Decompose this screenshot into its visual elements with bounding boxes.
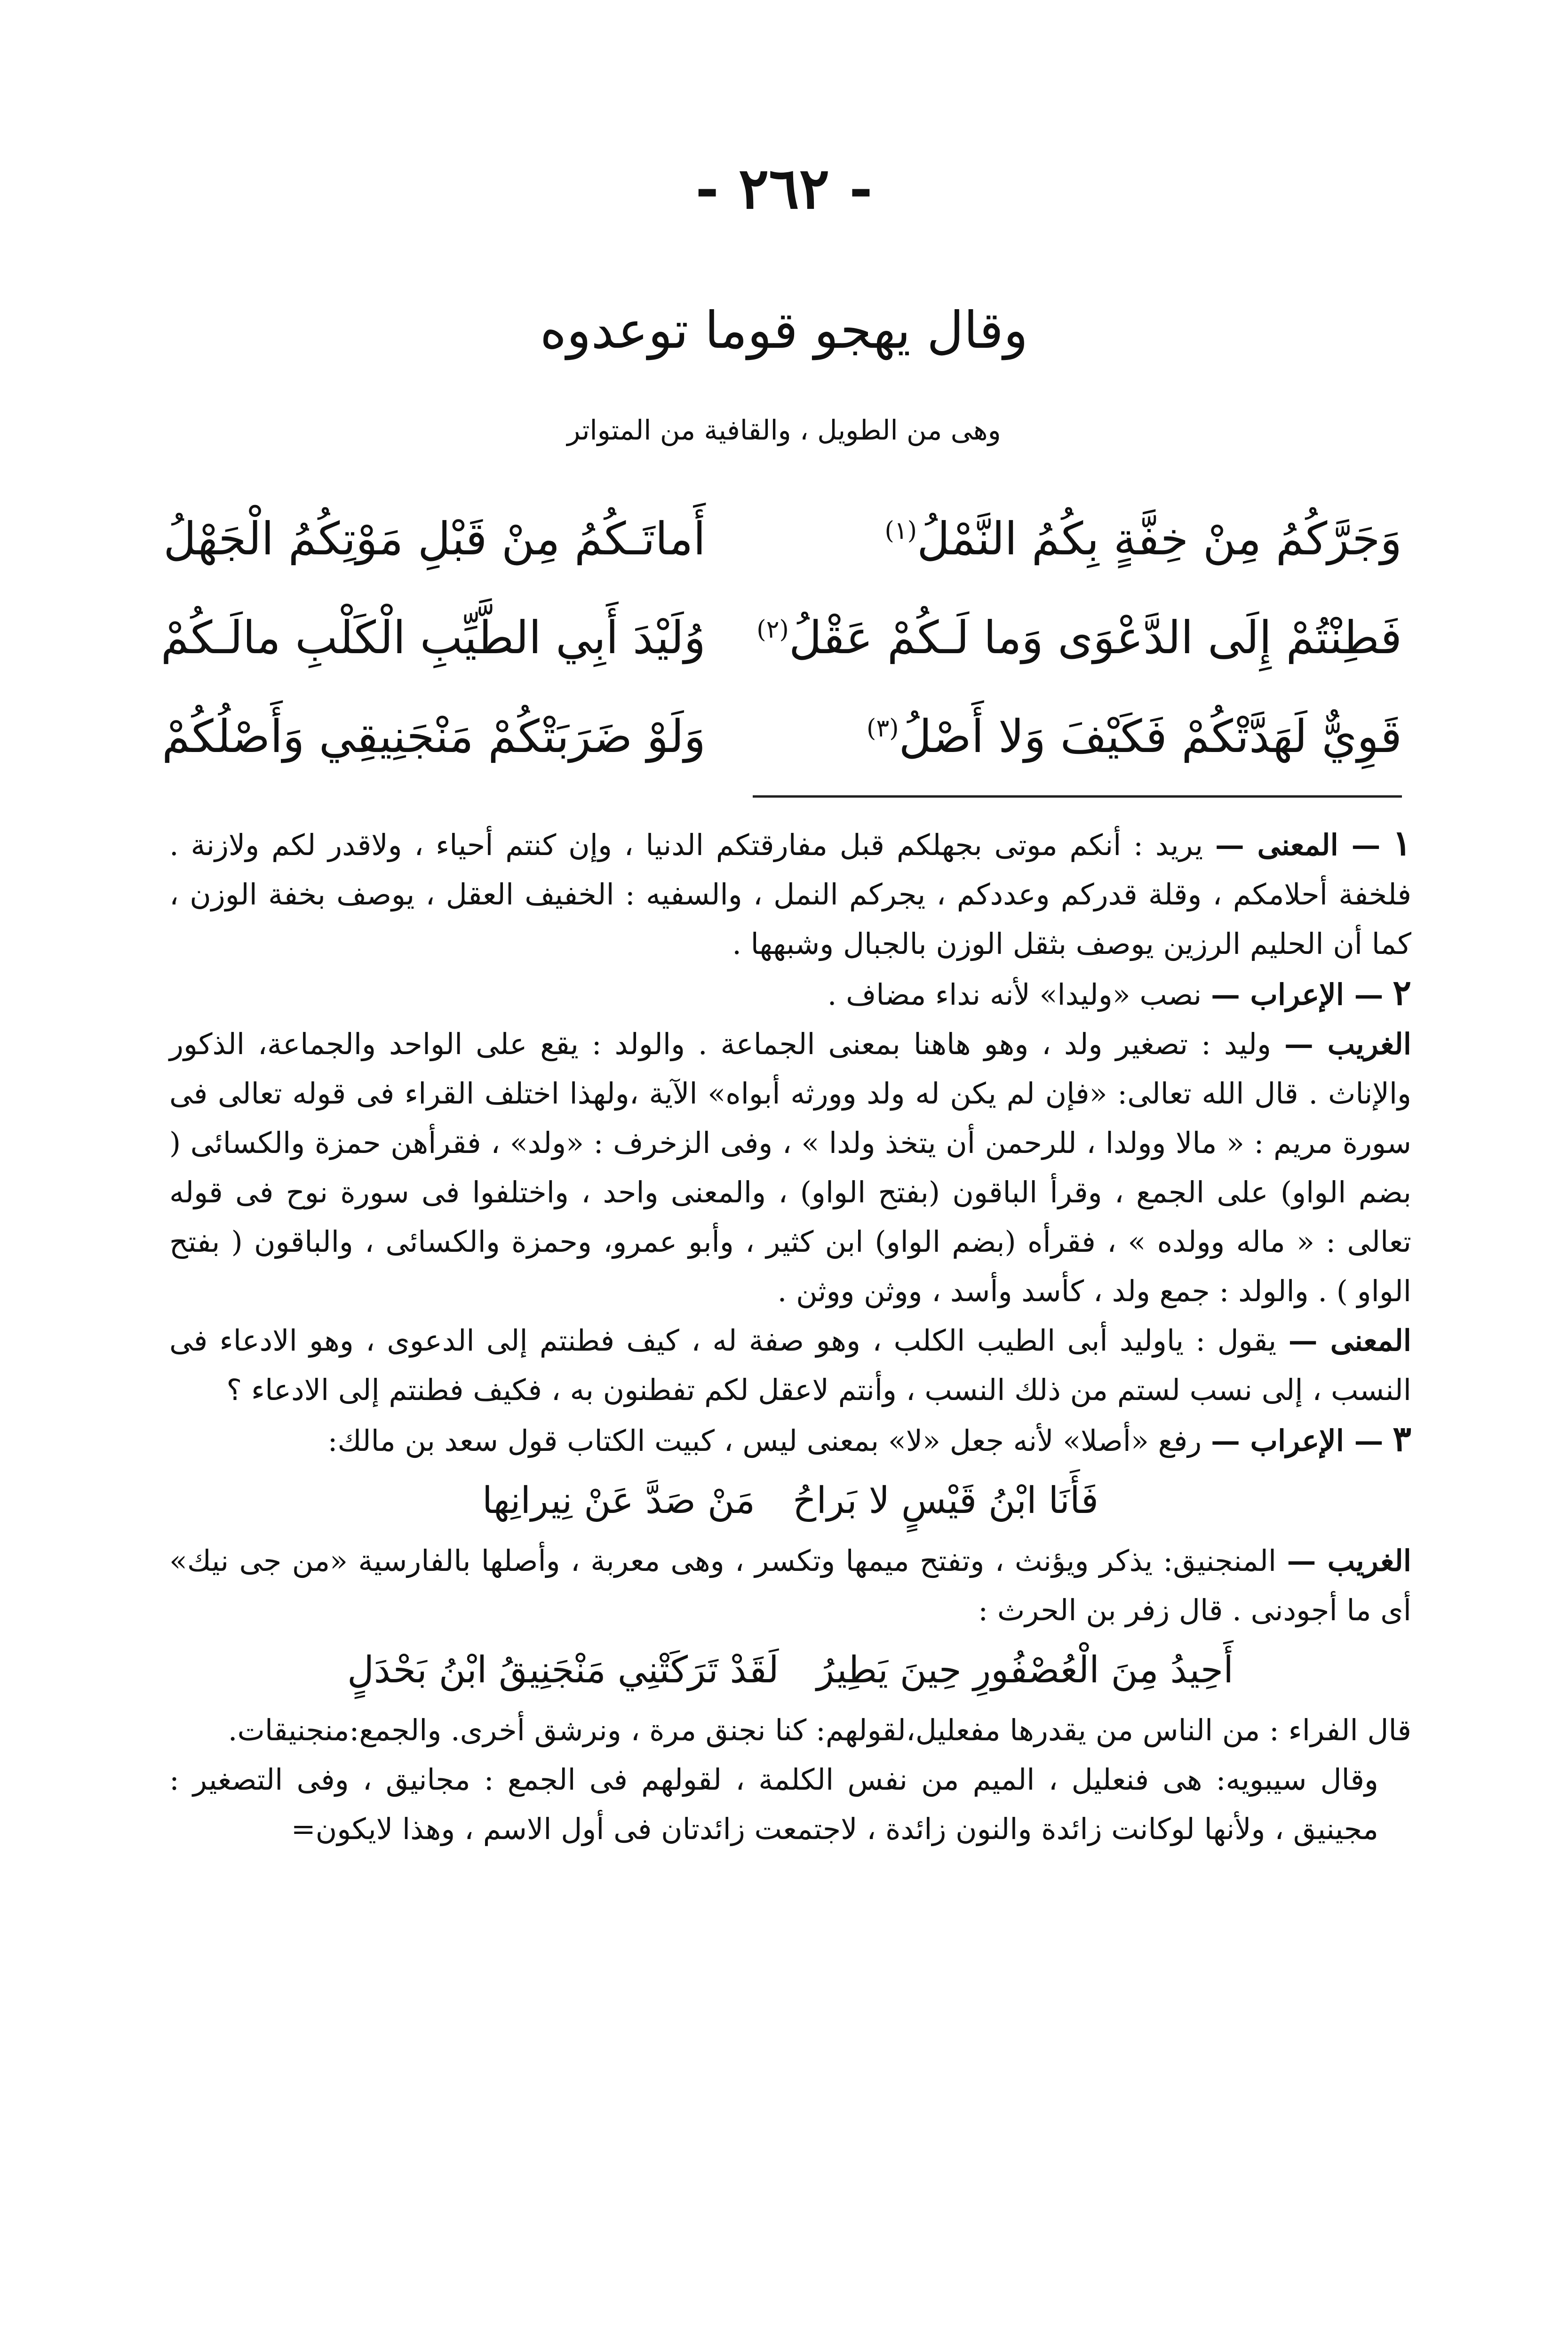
verse-line bbox=[162, 687, 1402, 786]
note-label: الغريب — bbox=[1287, 1544, 1411, 1578]
note-farra: قال الفراء : من الناس من يقدرها مفعليل،لقولهم: كنا نجنق مرة ، ونرشق أخرى. والجمع:منجنيقات. bbox=[228, 1713, 1411, 1747]
note-1-meaning bbox=[169, 819, 1411, 968]
verse-first-hemistich: وَلَوْ ضَرَبَتْكُمْ مَنْجَنِيقِي وَأَصْلُكُمْ bbox=[162, 710, 706, 763]
footnote-ref: (٢) bbox=[756, 616, 789, 644]
verse-second-hemistich bbox=[756, 611, 1402, 664]
note-text: يقول : ياوليد أبى الطيب الكلب ، وهو صفة له ، كيف فطنتم إلى الدعوى ، وهو الادعاء فى النسب ، إلى نسب لستم من ذلك النسب ، وأنتم لاعقل لكم تفطنون به ، فكيف فطنتم إلى الادعاء ؟ bbox=[169, 1323, 1411, 1407]
note-2-meaning bbox=[169, 1316, 1411, 1415]
note-2-gharib bbox=[169, 1019, 1411, 1316]
verse-first-hemistich: وُلَيْدَ أَبِي الطَّيِّبِ الْكَلْبِ مالَـكُمْ bbox=[160, 611, 706, 664]
footnote-ref: (٣) bbox=[867, 714, 899, 743]
note-label: — الإعراب — bbox=[1210, 977, 1384, 1012]
verse-second-text: وَجَرَّكُمُ مِنْ خِفَّةٍ بِكُمُ النَّمْلُ bbox=[917, 512, 1402, 565]
quoted-first-hemistich: لَقَدْ تَرَكَتْنِي مَنْجَنِيقُ ابْنُ بَحْدَلٍ bbox=[347, 1649, 779, 1691]
verse-line bbox=[160, 588, 1402, 687]
poem-verses bbox=[160, 489, 1402, 786]
footnote-ref: (١) bbox=[884, 517, 917, 545]
note-label: الغريب — bbox=[1284, 1027, 1411, 1061]
note-label: — المعنى — bbox=[1215, 828, 1381, 862]
quoted-second-hemistich: فَأَنَا ابْنُ قَيْسٍ لا بَراحُ bbox=[793, 1480, 1098, 1522]
verse-second-text: قَوِيٌّ لَهَدَّتْكُمْ فَكَيْفَ وَلا أَصْلُ bbox=[899, 710, 1402, 763]
note-3-gharib bbox=[169, 1536, 1411, 1635]
poem-title: وقال يهجو قوما توعدوه bbox=[540, 301, 1028, 360]
note-number: ٢ bbox=[1393, 973, 1411, 1013]
note-text: المنجنيق: يذكر ويؤنث ، وتفتح ميمها وتكسر ، وهى معربة ، وأصلها بالفارسية «من جى نيك» أى ما أجودنى . قال زفر بن الحرث : bbox=[169, 1544, 1411, 1627]
note-2-irab bbox=[169, 968, 1411, 1019]
verse-line bbox=[163, 489, 1402, 588]
page-number: - ٢٦٢ - bbox=[695, 155, 873, 222]
quoted-verse bbox=[169, 1635, 1411, 1705]
quoted-second-hemistich: أَحِيدُ مِنَ الْعُصْفُورِ حِينَ يَطِيرُ bbox=[816, 1649, 1234, 1691]
note-3-irab bbox=[169, 1415, 1411, 1465]
note-sibawayh: وقال سيبويه: هى فنعليل ، الميم من نفس الكلمة ، لقولهم فى الجمع : مجانيق ، وفى التصغير : مجينيق ، ولأنها لوكانت زائدة والنون زائدة ، لاجتمعت زائدتان فى أول الاسم ، وهذا لايكون= bbox=[169, 1762, 1378, 1846]
quoted-first-hemistich: مَنْ صَدَّ عَنْ نِيرانِها bbox=[482, 1480, 756, 1522]
note-text: وليد : تصغير ولد ، وهو هاهنا بمعنى الجماعة . والولد : يقع على الواحد والجماعة، الذكور والإناث . قال الله تعالى: «فإن لم يكن له ولد وورثه أبواه» الآية ،ولهذا اختلف القراء فى قوله تعالى فى سورة مريم : « مالا وولدا ، للرحمن أن يتخذ ولدا » ، وفى الزخرف : «ولد» ، فقرأهن حمزة والكسائى ( بضم الواو) على الجمع ، وقرأ الباقون (بفتح الواو) ، والمعنى واحد ، واختلفوا فى سورة نوح فى قوله تعالى : « ماله وولده » ، فقرأه (بضم الواو) ابن كثير ، وأبو عمرو، وحمزة والكسائى ، والباقون ( بفتح الواو ) . والولد : جمع ولد ، كأسد وأسد ، ووثن ووثن . bbox=[169, 1027, 1411, 1308]
footnote-divider bbox=[753, 795, 1402, 798]
verse-second-text: فَطِنْتُمْ إِلَى الدَّعْوَى وَما لَـكُمْ عَقْلُ bbox=[788, 611, 1402, 664]
footnotes bbox=[169, 819, 1411, 1854]
verse-second-hemistich bbox=[790, 710, 1402, 763]
note-label: — الإعراب — bbox=[1210, 1424, 1384, 1458]
note-text: رفع «أصلا» لأنه جعل «لا» بمعنى ليس ، كبيت الكتاب قول سعد بن مالك: bbox=[327, 1424, 1202, 1458]
note-text: نصب «وليدا» لأنه نداء مضاف . bbox=[827, 977, 1202, 1012]
verse-first-hemistich: أَماتَـكُمُ مِنْ قَبْلِ مَوْتِكُمُ الْجَهْلُ bbox=[163, 512, 706, 565]
poem-meter-note: وهى من الطويل ، والقافية من المتواتر bbox=[567, 414, 1001, 446]
verse-second-hemistich bbox=[790, 512, 1402, 565]
note-label: المعنى — bbox=[1288, 1323, 1412, 1358]
note-number: ٣ bbox=[1393, 1419, 1411, 1459]
quoted-verse bbox=[169, 1465, 1411, 1536]
note-text: يريد : أنكم موتى بجهلكم قبل مفارقتكم الدنيا ، وإن كنتم أحياء ، ولاقدر لكم ولازنة . فلخفة أحلامكم ، وقلة قدركم وعددكم ، يجركم النمل ، والسفيه : الخفيف العقل ، يوصف بخفة الوزن ، كما أن الحليم الرزين يوصف بثقل الوزن بالجبال وشبهها . bbox=[169, 828, 1411, 961]
note-number: ١ bbox=[1393, 823, 1411, 864]
